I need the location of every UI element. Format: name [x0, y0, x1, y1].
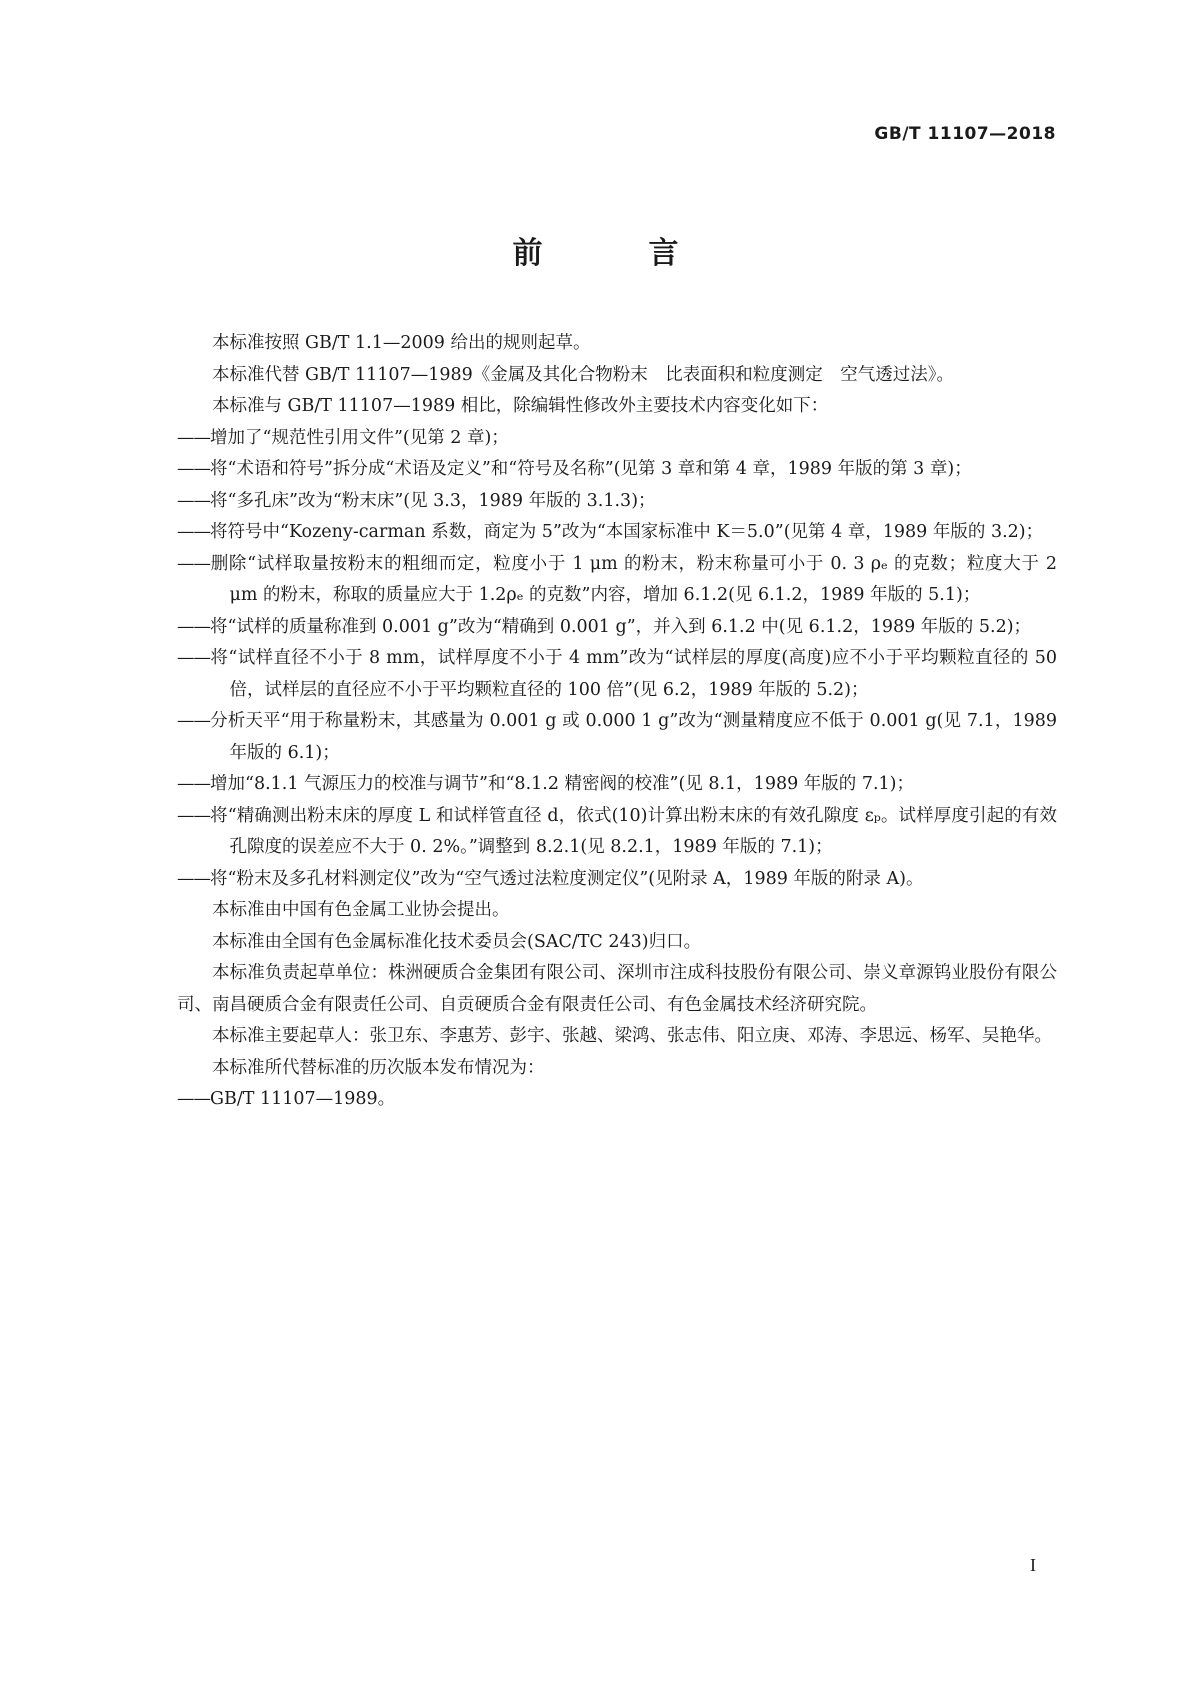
list-item-text: 将“试样直径不小于 8 mm，试样厚度不小于 4 mm”改为“试样层的厚度(高度)应不小于平均颗粒直径的 50 倍，试样层的直径应不小于平均颗粒直径的 100 倍”(见 6.2，1989 年版的 5.2)；: [210, 648, 1057, 700]
dash-marker: ——: [177, 711, 210, 731]
list-item: [177, 612, 1057, 644]
list-item: [177, 423, 1057, 455]
closing-paragraph: 本标准所代替标准的历次版本发布情况为：: [212, 1057, 545, 1078]
dash-marker: ——: [177, 490, 210, 511]
dash-marker: ——: [177, 648, 210, 668]
preface-body: [177, 328, 1057, 1116]
intro-paragraph: 本标准与 GB/T 11107—1989 相比，除编辑性修改外主要技术内容变化如下：: [212, 396, 829, 416]
changes-list: [177, 423, 1057, 896]
dash-marker: ——: [177, 805, 210, 826]
list-item-text: 分析天平“用于称量粉末，其感量为 0.001 g 或 0.000 1 g”改为“测量精度应不低于 0.001 g(见 7.1，1989 年版的 6.1)；: [210, 711, 1057, 763]
document-code: GB/T 11107—2018: [874, 124, 1056, 144]
list-item: [177, 769, 1057, 801]
dash-marker: ——: [177, 427, 210, 448]
list-item: [177, 801, 1057, 864]
list-item: [177, 864, 1057, 896]
dash-marker: ——: [177, 553, 210, 574]
list-item: [177, 549, 1057, 612]
list-item-text: 将符号中“Kozeny-carman 系数，商定为 5”改为“本国家标准中 K＝5.0”(见第 4 章，1989 年版的 3.2)；: [210, 522, 1044, 542]
intro-paragraph: 本标准代替 GB/T 11107—1989《金属及其化合物粉末 比表面积和粒度测定 空气透过法》。: [212, 364, 954, 385]
intro-paragraph: 本标准按照 GB/T 1.1—2009 给出的规则起草。: [212, 333, 591, 353]
list-item-text: 将“试样的质量称准到 0.001 g”改为“精确到 0.001 g”，并入到 6.1.2 中(见 6.1.2，1989 年版的 5.2)；: [210, 616, 1032, 637]
page-title: 前 言: [512, 236, 717, 271]
page-number: I: [1030, 1555, 1036, 1575]
list-item-text: 增加了“规范性引用文件”(见第 2 章)；: [210, 427, 509, 448]
list-item: [177, 643, 1057, 706]
list-item-text: 增加“8.1.1 气源压力的校准与调节”和“8.1.2 精密阀的校准”(见 8.1，1989 年版的 7.1)；: [210, 774, 915, 794]
dash-marker: ——: [177, 774, 210, 794]
list-item-text: 将“粉末及多孔材料测定仪”改为“空气透过法粒度测定仪”(见附录 A，1989 年版的附录 A)。: [210, 868, 924, 889]
closing-paragraph: 本标准主要起草人：张卫东、李惠芳、彭宇、张越、梁鸿、张志伟、阳立庚、邓涛、李思远、杨军、吴艳华。: [212, 1026, 1052, 1046]
dash-marker: ——: [177, 459, 210, 479]
closing-paragraph: 本标准由全国有色金属标准化技术委员会(SAC/TC 243)归口。: [212, 931, 702, 952]
list-item-text: 删除“试样取量按粉末的粗细而定，粒度小于 1 μm 的粉末，粉末称量可小于 0. 3 ρₑ 的克数；粒度大于 2 μm 的粉末，称取的质量应大于 1.2ρₑ 的克数”内容，增加 6.1.2(见 6.1.2，1989 年版的 5.1)；: [210, 553, 1057, 605]
list-item-text: 将“精确测出粉末床的厚度 L 和试样管直径 d，依式(10)计算出粉末床的有效孔隙度 εₚ。试样厚度引起的有效孔隙度的误差应不大于 0. 2%。”调整到 8.2.1(见 8.2.1，1989 年版的 7.1)；: [210, 805, 1057, 857]
dash-marker: ——: [177, 616, 210, 637]
closing-paragraph: 本标准由中国有色金属工业协会提出。: [212, 900, 510, 920]
dash-marker: ——: [177, 868, 210, 889]
list-item-text: 将“多孔床”改为“粉末床”(见 3.3，1989 年版的 3.1.3)；: [210, 490, 656, 511]
list-item: [177, 706, 1057, 769]
list-item: [177, 486, 1057, 518]
history-item-text: GB/T 11107—1989。: [210, 1089, 396, 1109]
list-item: [177, 517, 1057, 549]
dash-marker: ——: [177, 522, 210, 542]
list-item-text: 将“术语和符号”拆分成“术语及定义”和“符号及名称”(见第 3 章和第 4 章，1989 年版的第 3 章)；: [210, 459, 972, 479]
history-item: [177, 1084, 1057, 1116]
closing-paragraph: 本标准负责起草单位：株洲硬质合金集团有限公司、深圳市注成科技股份有限公司、崇义章源钨业股份有限公司、南昌硬质合金有限责任公司、自贡硬质合金有限责任公司、有色金属技术经济研究院。: [177, 963, 1057, 1015]
list-item: [177, 454, 1057, 486]
dash-marker: ——: [177, 1089, 210, 1109]
